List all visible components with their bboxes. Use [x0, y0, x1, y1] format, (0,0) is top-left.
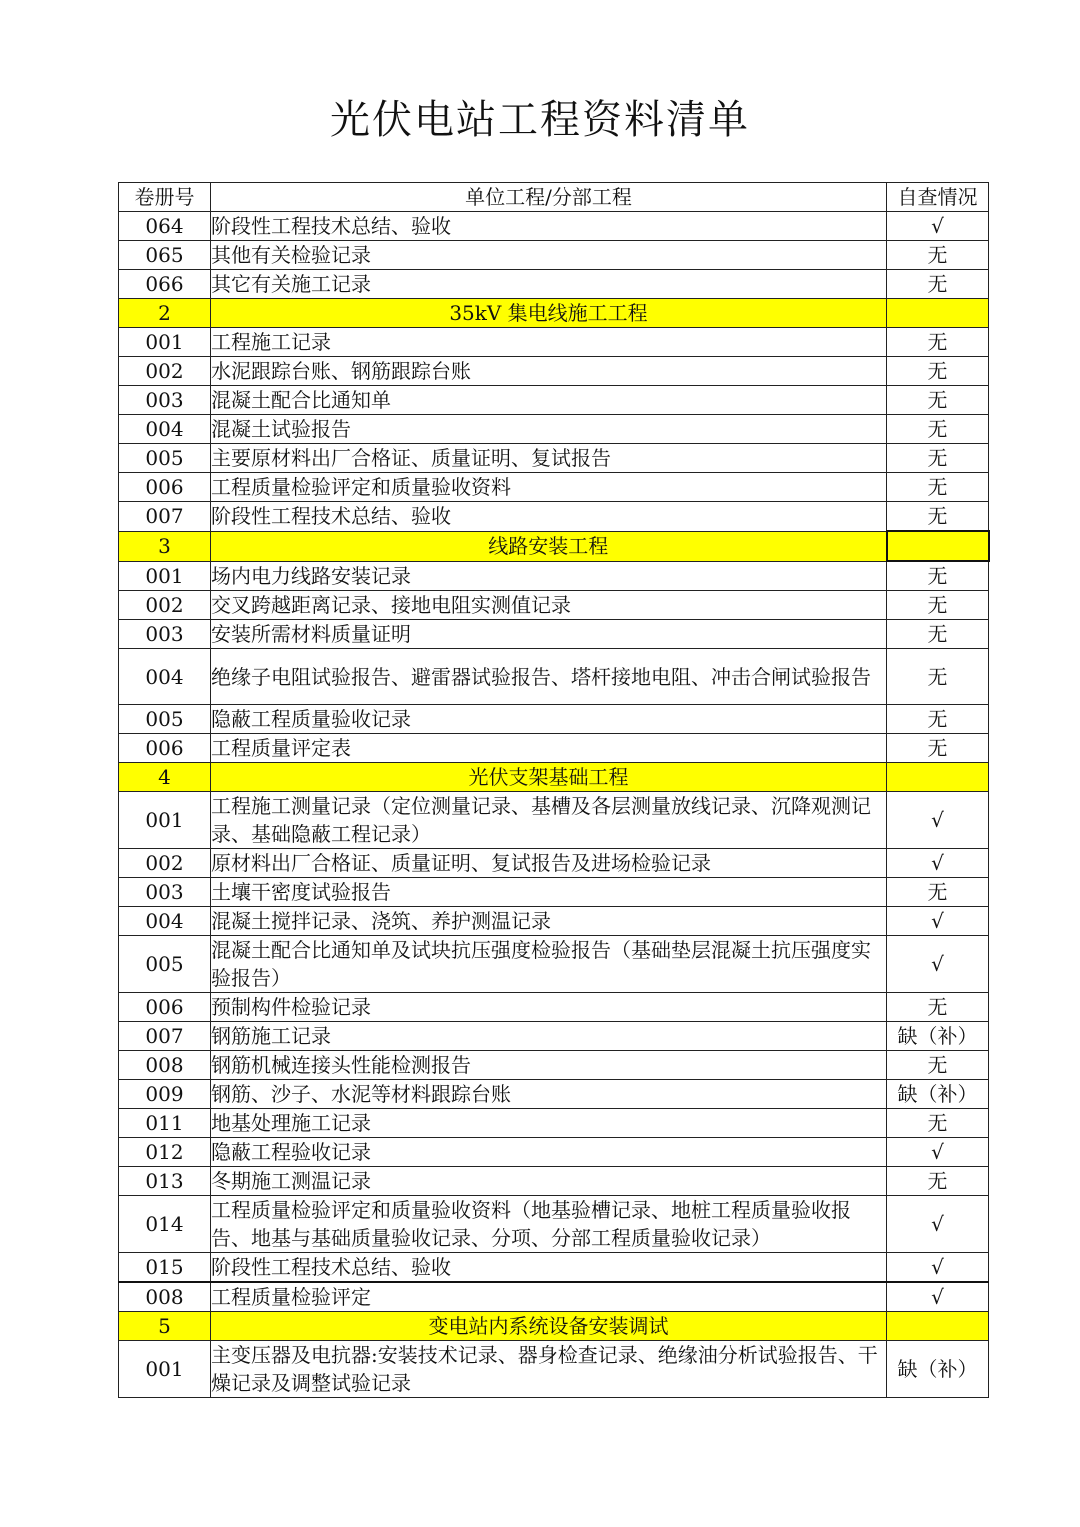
check-status: 缺（补） — [887, 1022, 989, 1051]
volume-number: 008 — [119, 1051, 211, 1080]
section-number: 4 — [119, 763, 211, 792]
volume-number: 008 — [119, 1282, 211, 1312]
item-name: 隐蔽工程验收记录 — [211, 1138, 887, 1167]
volume-number: 002 — [119, 591, 211, 620]
volume-number: 014 — [119, 1196, 211, 1253]
volume-number: 006 — [119, 734, 211, 763]
item-name: 地基处理施工记录 — [211, 1109, 887, 1138]
item-name: 主要原材料出厂合格证、质量证明、复试报告 — [211, 444, 887, 473]
volume-number: 011 — [119, 1109, 211, 1138]
item-name: 安装所需材料质量证明 — [211, 620, 887, 649]
header-code: 卷册号 — [119, 183, 211, 212]
volume-number: 064 — [119, 212, 211, 241]
item-name: 钢筋、沙子、水泥等材料跟踪台账 — [211, 1080, 887, 1109]
volume-number: 012 — [119, 1138, 211, 1167]
page-title: 光伏电站工程资料清单 — [330, 97, 750, 143]
check-status: 缺（补） — [887, 1080, 989, 1109]
section-title: 线路安装工程 — [211, 531, 887, 561]
check-status — [887, 299, 989, 328]
check-status: √ — [887, 212, 989, 241]
item-name: 工程质量检验评定和质量验收资料 — [211, 473, 887, 502]
check-status: 无 — [887, 473, 989, 502]
check-status: 无 — [887, 705, 989, 734]
table-row — [119, 212, 989, 241]
check-status: 无 — [887, 502, 989, 532]
table-row — [119, 328, 989, 357]
document-table — [118, 182, 990, 1398]
item-name: 工程质量检验评定和质量验收资料（地基验槽记录、地桩工程质量验收报告、地基与基础质量验收记录、分项、分部工程质量验收记录） — [211, 1196, 887, 1253]
volume-number: 003 — [119, 878, 211, 907]
table-row — [119, 734, 989, 763]
item-name: 混凝土试验报告 — [211, 415, 887, 444]
item-name: 工程施工测量记录（定位测量记录、基槽及各层测量放线记录、沉降观测记录、基础隐蔽工程记录） — [211, 792, 887, 849]
item-name: 工程质量评定表 — [211, 734, 887, 763]
section-row — [119, 1312, 989, 1341]
volume-number: 001 — [119, 561, 211, 591]
check-status: 无 — [887, 561, 989, 591]
section-title: 35kV 集电线施工工程 — [211, 299, 887, 328]
volume-number: 001 — [119, 792, 211, 849]
item-name: 混凝土配合比通知单 — [211, 386, 887, 415]
check-status: 无 — [887, 620, 989, 649]
volume-number: 013 — [119, 1167, 211, 1196]
item-name: 绝缘子电阻试验报告、避雷器试验报告、塔杆接地电阻、冲击合闸试验报告 — [211, 649, 887, 705]
item-name: 水泥跟踪台账、钢筋跟踪台账 — [211, 357, 887, 386]
volume-number: 005 — [119, 936, 211, 993]
table-row — [119, 792, 989, 849]
table-row — [119, 878, 989, 907]
check-status: 无 — [887, 270, 989, 299]
section-row — [119, 763, 989, 792]
item-name: 钢筋施工记录 — [211, 1022, 887, 1051]
volume-number: 003 — [119, 620, 211, 649]
volume-number: 004 — [119, 907, 211, 936]
check-status: √ — [887, 1253, 989, 1283]
table-row — [119, 993, 989, 1022]
item-name: 混凝土搅拌记录、浇筑、养护测温记录 — [211, 907, 887, 936]
check-status: 无 — [887, 993, 989, 1022]
item-name: 主变压器及电抗器:安装技术记录、器身检查记录、绝缘油分析试验报告、干燥记录及调整试验记录 — [211, 1341, 887, 1398]
volume-number: 007 — [119, 502, 211, 532]
item-name: 隐蔽工程质量验收记录 — [211, 705, 887, 734]
header-status: 自查情况 — [887, 183, 989, 212]
table-row — [119, 1109, 989, 1138]
check-status: √ — [887, 1282, 989, 1312]
volume-number: 066 — [119, 270, 211, 299]
check-status: 无 — [887, 1051, 989, 1080]
check-status: 无 — [887, 591, 989, 620]
check-status: √ — [887, 1196, 989, 1253]
header-name: 单位工程/分部工程 — [211, 183, 887, 212]
volume-number: 002 — [119, 849, 211, 878]
check-status: 无 — [887, 415, 989, 444]
table-row — [119, 907, 989, 936]
check-status: 无 — [887, 649, 989, 705]
table-row — [119, 1138, 989, 1167]
table-row — [119, 1167, 989, 1196]
table-row — [119, 444, 989, 473]
check-status — [887, 763, 989, 792]
table-row — [119, 473, 989, 502]
item-name: 阶段性工程技术总结、验收 — [211, 212, 887, 241]
check-status: 无 — [887, 878, 989, 907]
volume-number: 006 — [119, 473, 211, 502]
table-row — [119, 386, 989, 415]
item-name: 场内电力线路安装记录 — [211, 561, 887, 591]
table-row — [119, 502, 989, 532]
check-status — [887, 1312, 989, 1341]
item-name: 预制构件检验记录 — [211, 993, 887, 1022]
table-row — [119, 1341, 989, 1398]
volume-number: 009 — [119, 1080, 211, 1109]
section-number: 2 — [119, 299, 211, 328]
check-status: 缺（补） — [887, 1341, 989, 1398]
check-status: 无 — [887, 1167, 989, 1196]
section-number: 3 — [119, 531, 211, 561]
table-row — [119, 705, 989, 734]
section-title: 光伏支架基础工程 — [211, 763, 887, 792]
volume-number: 004 — [119, 415, 211, 444]
item-name: 阶段性工程技术总结、验收 — [211, 1253, 887, 1283]
table-row — [119, 1022, 989, 1051]
table-row — [119, 936, 989, 993]
table-row — [119, 591, 989, 620]
table-row — [119, 1282, 989, 1312]
item-name: 混凝土配合比通知单及试块抗压强度检验报告（基础垫层混凝土抗压强度实验报告） — [211, 936, 887, 993]
table-row — [119, 1080, 989, 1109]
volume-number: 002 — [119, 357, 211, 386]
table-row — [119, 561, 989, 591]
check-status: 无 — [887, 386, 989, 415]
check-status: √ — [887, 792, 989, 849]
table-row — [119, 241, 989, 270]
check-status: 无 — [887, 328, 989, 357]
volume-number: 001 — [119, 328, 211, 357]
item-name: 原材料出厂合格证、质量证明、复试报告及进场检验记录 — [211, 849, 887, 878]
section-title: 变电站内系统设备安装调试 — [211, 1312, 887, 1341]
table-row — [119, 270, 989, 299]
section-row — [119, 299, 989, 328]
volume-number: 015 — [119, 1253, 211, 1283]
item-name: 冬期施工测温记录 — [211, 1167, 887, 1196]
volume-number: 004 — [119, 649, 211, 705]
check-status: √ — [887, 1138, 989, 1167]
check-status: 无 — [887, 444, 989, 473]
volume-number: 003 — [119, 386, 211, 415]
check-status: 无 — [887, 1109, 989, 1138]
check-status — [887, 531, 989, 561]
table-row — [119, 415, 989, 444]
item-name: 工程施工记录 — [211, 328, 887, 357]
table-row — [119, 649, 989, 705]
item-name: 交叉跨越距离记录、接地电阻实测值记录 — [211, 591, 887, 620]
table-row — [119, 849, 989, 878]
volume-number: 005 — [119, 705, 211, 734]
item-name: 阶段性工程技术总结、验收 — [211, 502, 887, 532]
table-row — [119, 357, 989, 386]
check-status: 无 — [887, 241, 989, 270]
table-row — [119, 1253, 989, 1283]
check-status: 无 — [887, 357, 989, 386]
check-status: √ — [887, 936, 989, 993]
check-status: 无 — [887, 734, 989, 763]
table-row — [119, 620, 989, 649]
table-row — [119, 1051, 989, 1080]
volume-number: 065 — [119, 241, 211, 270]
item-name: 其他有关检验记录 — [211, 241, 887, 270]
item-name: 土壤干密度试验报告 — [211, 878, 887, 907]
check-status: √ — [887, 907, 989, 936]
section-number: 5 — [119, 1312, 211, 1341]
volume-number: 001 — [119, 1341, 211, 1398]
volume-number: 007 — [119, 1022, 211, 1051]
section-row — [119, 531, 989, 561]
item-name: 工程质量检验评定 — [211, 1282, 887, 1312]
volume-number: 005 — [119, 444, 211, 473]
volume-number: 006 — [119, 993, 211, 1022]
table-row — [119, 1196, 989, 1253]
table-header-row — [119, 183, 989, 212]
check-status: √ — [887, 849, 989, 878]
item-name: 其它有关施工记录 — [211, 270, 887, 299]
item-name: 钢筋机械连接头性能检测报告 — [211, 1051, 887, 1080]
